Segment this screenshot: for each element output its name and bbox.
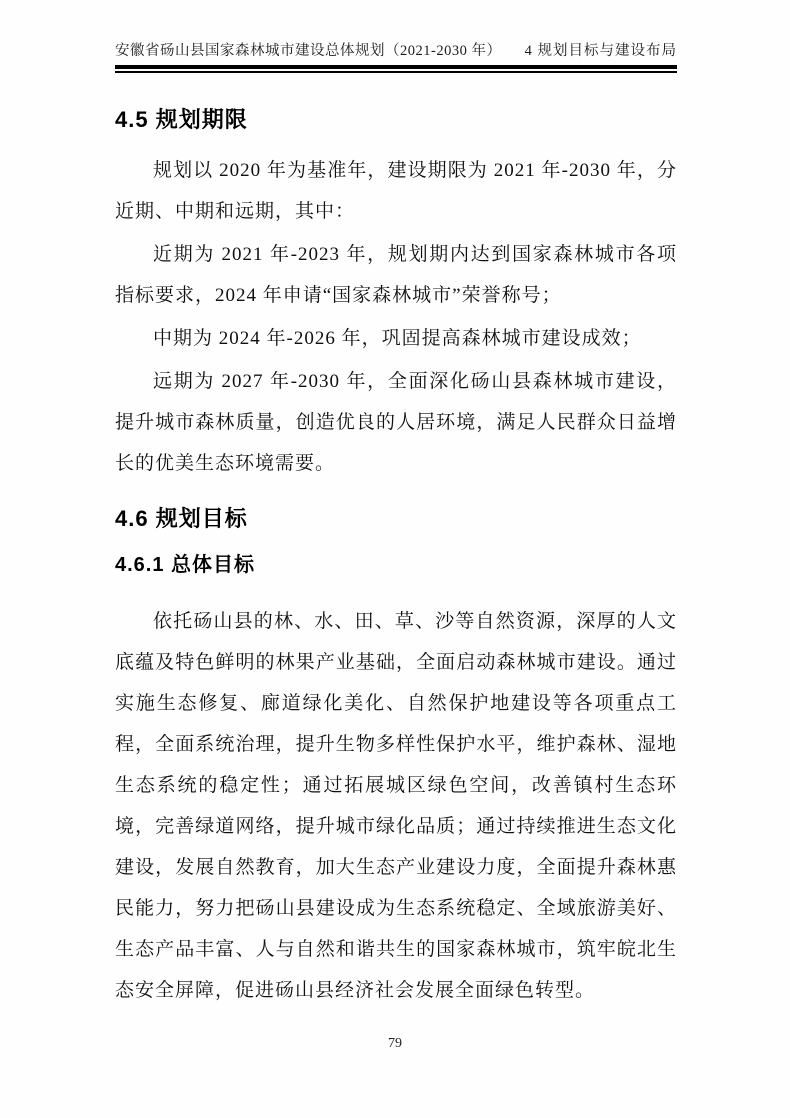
header-chapter-title: 4 规划目标与建设布局 <box>524 43 677 59</box>
page-number: 79 <box>388 1036 402 1051</box>
paragraph-mid-term: 中期为 2024 年-2026 年，巩固提高森林城市建设成效； <box>153 328 642 349</box>
paragraph-near-term: 近期为 2021 年-2023 年，规划期内达到国家森林城市各项指标要求，2024 年申请“国家森林城市”荣誉称号； <box>115 244 677 306</box>
page-header <box>115 43 677 60</box>
page-footer <box>0 1036 790 1052</box>
header-rule-thick-line <box>115 65 677 69</box>
paragraph-overall-goal: 依托砀山县的林、水、田、草、沙等自然资源，深厚的人文底蕴及特色鲜明的林果产业基础，全面启动森林城市建设。通过实施生态修复、廊道绿化美化、自然保护地建设等各项重点工程，全面系统治理，提升生物多样性保护水平，维护森林、湿地生态系统的稳定性；通过拓展城区绿色空间，改善镇村生态环境，完善绿道网络，提升城市绿化品质；通过持续推进生态文化建设，发展自然教育，加大生态产业建设力度，全面提升森林惠民能力，努力把砀山县建设成为生态系统稳定、全域旅游美好、生态产品丰富、人与自然和谐共生的国家森林城市，筑牢皖北生态安全屏障，促进砀山县经济社会发展全面绿色转型。 <box>115 611 677 1001</box>
paragraph-planning-baseline: 规划以 2020 年为基准年，建设期限为 2021 年-2030 年，分近期、中期和远期，其中： <box>115 160 677 222</box>
header-doc-title: 安徽省砀山县国家森林城市建设总体规划（2021-2030 年） <box>115 43 502 59</box>
section-heading-4-6: 4.6 规划目标 <box>115 506 248 531</box>
header-rule-thin-line <box>115 71 677 73</box>
header-rule <box>115 65 677 73</box>
paragraph-long-term: 远期为 2027 年-2030 年，全面深化砀山县森林城市建设，提升城市森林质量，创造优良的人居环境，满足人民群众日益增长的优美生态环境需要。 <box>115 371 677 474</box>
section-heading-4-5: 4.5 规划期限 <box>115 107 248 132</box>
subsection-heading-4-6-1: 4.6.1 总体目标 <box>115 554 256 576</box>
